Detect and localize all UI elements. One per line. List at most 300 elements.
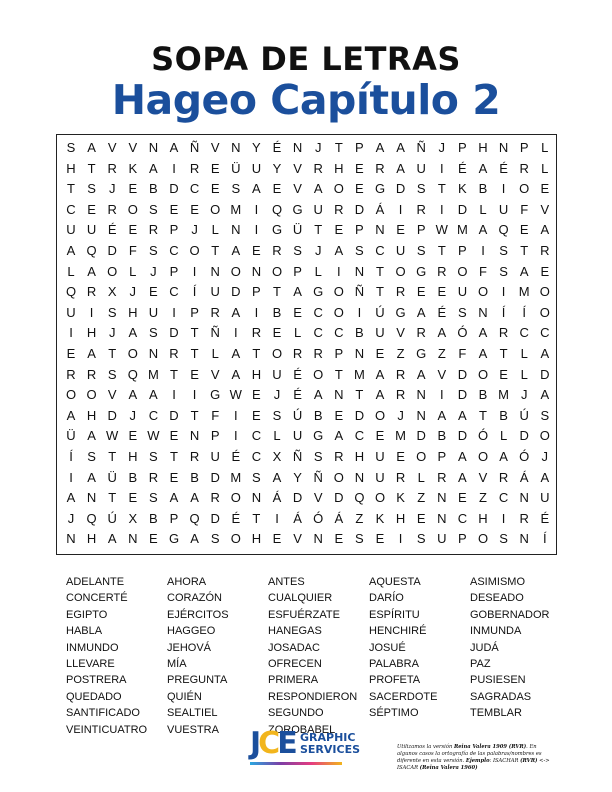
grid-cell: Y (252, 140, 261, 155)
grid-cell: R (540, 243, 550, 258)
word-item: EGIPTO (66, 608, 108, 621)
grid-cell: W (435, 222, 448, 238)
grid-cell: I (501, 181, 506, 197)
grid-cell: D (107, 407, 117, 423)
grid-cell: Í (542, 531, 547, 547)
word-item: HAGGEO (167, 625, 216, 638)
grid-cell: J (191, 222, 198, 238)
grid-cell: H (334, 160, 344, 176)
grid-cell: S (272, 407, 282, 423)
grid-cell: S (540, 407, 550, 423)
grid-cell: S (149, 490, 158, 506)
grid-cell: U (375, 325, 385, 341)
grid-cell: V (437, 366, 447, 382)
grid-cell: G (395, 304, 406, 320)
grid-cell: B (499, 407, 508, 423)
word-item: PRIMERA (268, 674, 319, 687)
grid-cell: A (149, 160, 158, 176)
grid-cell: E (210, 181, 220, 197)
grid-cell: I (275, 510, 279, 526)
grid-cell: A (169, 490, 179, 506)
word-item: JUDÁ (470, 641, 499, 654)
grid-cell: N (519, 531, 529, 547)
grid-cell: J (150, 263, 157, 279)
grid-cell: E (128, 181, 138, 197)
grid-cell: V (107, 387, 117, 403)
grid-cell: A (478, 346, 488, 361)
grid-cell: O (230, 263, 241, 279)
letter-grid (56, 134, 557, 555)
word-item: AHORA (167, 576, 207, 588)
grid-cell: R (395, 284, 406, 300)
grid-cell: C (313, 325, 323, 341)
grid-cell: O (210, 201, 221, 217)
grid-cell: M (518, 284, 530, 300)
grid-cell: É (540, 510, 550, 526)
grid-cell: D (457, 387, 468, 403)
grid-cell: J (314, 140, 322, 155)
grid-cell: T (499, 346, 508, 361)
grid-cell: A (375, 387, 385, 403)
grid-cell: Z (437, 346, 446, 361)
grid-cell: L (541, 160, 549, 176)
grid-cell: E (169, 428, 179, 444)
grid-cell: R (189, 449, 200, 464)
grid-cell: R (437, 469, 447, 485)
grid-cell: A (231, 366, 241, 382)
grid-cell: N (375, 222, 385, 238)
grid-cell: N (437, 510, 447, 526)
grid-cell: P (355, 222, 364, 238)
grid-cell: U (375, 449, 385, 464)
grid-cell: J (108, 325, 116, 341)
grid-cell: A (272, 469, 282, 485)
grid-cell: N (148, 140, 159, 155)
grid-cell: A (66, 407, 76, 423)
grid-cell: A (416, 304, 426, 320)
note-version-rvr: Reina Valera 1909 (RVR) (453, 744, 527, 750)
grid-cell: B (190, 469, 199, 485)
grid-cell: P (252, 284, 261, 300)
grid-cell: Í (522, 304, 526, 320)
grid-cell: W (147, 428, 160, 444)
word-item: QUEDADO (66, 690, 122, 703)
grid-cell: V (293, 531, 302, 547)
grid-cell: E (66, 346, 76, 361)
grid-cell: N (354, 469, 365, 485)
grid-cell: M (230, 469, 242, 485)
grid-cell: T (190, 325, 199, 341)
grid-cell: A (87, 263, 96, 279)
grid-cell: R (272, 243, 282, 258)
grid-row (57, 282, 558, 302)
grid-cell: I (172, 304, 176, 320)
grid-cell: M (456, 222, 468, 238)
grid-cell: A (416, 366, 426, 382)
word-item: JEHOVÁ (167, 641, 212, 654)
grid-cell: N (292, 140, 303, 155)
grid-cell: A (87, 469, 96, 485)
grid-cell: Í (501, 304, 506, 320)
grid-cell: L (520, 366, 528, 382)
grid-cell: D (354, 201, 365, 217)
grid-cell: O (333, 181, 344, 197)
grid-cell: Q (127, 366, 138, 382)
grid-cell: T (108, 490, 117, 506)
grid-cell: D (395, 181, 406, 197)
grid-cell: O (127, 201, 138, 217)
grid-cell: A (478, 160, 488, 176)
grid-cell: U (395, 243, 406, 258)
grid-cell: L (211, 222, 219, 238)
grid-cell: N (231, 140, 241, 155)
grid-cell: A (478, 222, 488, 238)
grid-cell: E (252, 243, 261, 258)
grid-cell: A (437, 325, 447, 341)
grid-cell: K (396, 490, 405, 506)
grid-cell: A (231, 346, 241, 361)
word-item: SEALTIEL (167, 707, 218, 720)
grid-cell: S (458, 304, 467, 320)
grid-cell: D (457, 366, 468, 382)
grid-cell: I (69, 325, 73, 341)
grid-cell: P (437, 449, 447, 464)
note-text-1: Utilizamos la versión (397, 744, 454, 750)
logo-line-services: SERVICES (300, 743, 361, 756)
grid-cell: R (416, 201, 426, 217)
grid-cell: K (128, 160, 138, 176)
grid-cell: N (437, 490, 447, 506)
grid-cell: A (437, 407, 447, 423)
word-item: JOSUÉ (369, 641, 406, 654)
grid-cell: N (231, 222, 241, 238)
grid-cell: O (395, 263, 406, 279)
grid-cell: E (334, 222, 344, 238)
grid-cell: T (252, 510, 261, 526)
grid-cell: O (374, 407, 386, 423)
grid-cell: R (334, 449, 344, 464)
grid-cell: Ú (107, 510, 117, 526)
grid-cell: P (293, 263, 302, 279)
grid-cell: N (519, 490, 529, 506)
grid-cell: I (439, 387, 444, 403)
grid-cell: D (107, 243, 117, 258)
grid-cell: X (107, 284, 117, 300)
grid-cell: T (252, 346, 261, 361)
grid-cell: C (66, 201, 76, 217)
grid-cell: R (437, 263, 447, 279)
grid-cell: S (66, 140, 76, 155)
grid-cell: V (540, 201, 550, 217)
grid-cell: D (457, 201, 468, 217)
grid-cell: J (67, 510, 75, 526)
note-reina-valera-1960: (Reina Valera 1960) (419, 765, 478, 771)
grid-cell: M (230, 201, 242, 217)
grid-cell: O (127, 346, 138, 361)
grid-cell: E (128, 490, 138, 506)
word-item: QUIÉN (167, 690, 202, 703)
grid-cell: S (416, 531, 426, 547)
grid-row (57, 323, 558, 343)
grid-cell: A (87, 346, 96, 361)
grid-cell: A (458, 449, 467, 464)
grid-cell: E (540, 263, 550, 279)
grid-cell: M (353, 366, 365, 382)
grid-cell: R (148, 222, 159, 238)
grid-cell: Ñ (313, 469, 323, 485)
grid-cell: H (86, 531, 97, 547)
grid-cell: S (416, 243, 426, 258)
grid-cell: R (313, 160, 323, 176)
grid-cell: I (172, 160, 176, 176)
grid-cell: A (313, 181, 323, 197)
logo-letter-c: C (258, 726, 278, 761)
grid-cell: O (477, 366, 489, 382)
grid-cell: Ñ (292, 449, 303, 464)
grid-cell: I (192, 263, 197, 279)
grid-cell: I (254, 304, 259, 320)
grid-cell: I (439, 160, 444, 176)
word-item: PUSIESEN (470, 674, 526, 687)
grid-cell: O (539, 304, 550, 320)
grid-cell: D (334, 490, 344, 506)
note-rvr: (RVR) (520, 758, 538, 764)
word-item: RESPONDIERON (268, 690, 358, 703)
grid-cell: R (395, 387, 406, 403)
grid-cell: E (252, 407, 261, 423)
word-item: ESPÍRITU (369, 608, 420, 621)
word-item: CONCERTÉ (66, 592, 128, 605)
grid-cell: T (376, 284, 384, 300)
grid-cell: G (313, 284, 324, 300)
grid-cell: K (458, 181, 467, 197)
word-item: VEINTICUATRO (66, 723, 148, 736)
grid-cell: T (273, 284, 281, 300)
grid-cell: D (169, 181, 179, 197)
grid-cell: N (148, 346, 159, 361)
grid-cell: Ñ (189, 140, 200, 155)
grid-cell: E (272, 325, 282, 341)
grid-cell: A (458, 407, 467, 423)
grid-cell: O (477, 531, 489, 547)
grid-cell: E (149, 531, 158, 547)
word-item: CORAZÓN (167, 592, 222, 605)
grid-cell: O (333, 304, 344, 320)
grid-cell: S (499, 243, 508, 258)
grid-cell: A (458, 469, 467, 485)
grid-cell: C (498, 490, 509, 506)
grid-cell: E (293, 304, 302, 320)
grid-cell: L (314, 263, 322, 279)
word-item: GOBERNADOR (470, 608, 550, 621)
grid-cell: Ó (457, 325, 468, 341)
grid-cell: T (87, 160, 96, 176)
grid-cell: F (458, 346, 467, 361)
grid-cell: S (87, 449, 96, 464)
grid-cell: Á (334, 510, 344, 526)
grid-cell: T (437, 243, 446, 258)
grid-cell: Z (355, 510, 364, 526)
grid-cell: A (396, 160, 405, 176)
grid-cell: R (395, 366, 406, 382)
grid-cell: L (273, 428, 281, 444)
grid-cell: C (189, 181, 200, 197)
grid-cell: V (210, 366, 220, 382)
grid-cell: P (458, 140, 467, 155)
grid-cell: H (128, 304, 138, 320)
grid-cell: A (313, 387, 323, 403)
grid-cell: I (172, 387, 176, 403)
grid-cell: Ú (375, 304, 385, 320)
grid-cell: D (354, 407, 365, 423)
grid-cell: S (252, 469, 261, 485)
grid-cell: V (293, 160, 302, 176)
grid-cell: J (314, 243, 322, 258)
grid-cell: H (251, 531, 262, 547)
grid-cell: É (107, 222, 117, 238)
grid-cell: E (355, 160, 364, 176)
grid-cell: U (540, 490, 550, 506)
grid-cell: E (396, 222, 405, 238)
grid-cell: H (478, 510, 488, 526)
grid-cell: I (336, 263, 341, 279)
grid-cell: P (210, 428, 220, 444)
grid-cell: A (231, 304, 241, 320)
word-item: SEGUNDO (268, 707, 324, 720)
grid-cell: J (129, 407, 137, 423)
grid-cell: I (233, 325, 238, 341)
grid-cell: S (355, 243, 364, 258)
logo-color-band (250, 762, 342, 765)
grid-cell: E (334, 407, 344, 423)
word-item: ZOROBABEL (268, 723, 336, 736)
grid-cell: N (354, 346, 365, 361)
grid-cell: I (69, 469, 73, 485)
grid-cell: H (66, 160, 76, 176)
grid-cell: G (416, 263, 427, 279)
grid-cell: O (313, 366, 324, 382)
grid-cell: P (190, 304, 199, 320)
grid-row (57, 159, 558, 179)
grid-row (57, 138, 558, 158)
grid-cell: G (210, 387, 221, 403)
logo-letter-j: J (250, 726, 259, 761)
grid-cell: S (149, 325, 158, 341)
grid-row (57, 200, 558, 220)
grid-cell: E (458, 490, 467, 506)
word-item: SANTIFICADO (66, 707, 140, 720)
grid-cell: K (375, 510, 385, 526)
grid-row (57, 529, 558, 549)
grid-cell: B (478, 387, 488, 403)
grid-cell: P (458, 531, 467, 547)
grid-cell: B (437, 428, 447, 444)
note-text-4: <-> ISACAR (397, 758, 550, 771)
grid-cell: S (149, 201, 158, 217)
grid-cell: F (128, 243, 137, 258)
grid-cell: R (210, 490, 220, 506)
grid-cell: J (129, 284, 137, 300)
page-subtitle: Hageo Capítulo 2 (111, 76, 501, 124)
grid-cell: T (170, 366, 178, 382)
word-item: PALABRA (369, 657, 419, 670)
grid-cell: P (334, 346, 344, 361)
grid-cell: S (87, 181, 96, 197)
word-item: AQUESTA (369, 576, 421, 588)
grid-cell: O (333, 469, 344, 485)
grid-cell: Ó (313, 510, 324, 526)
grid-cell: S (416, 181, 426, 197)
grid-cell: H (86, 407, 97, 423)
word-item: SACERDOTE (369, 690, 438, 703)
grid-cell: A (519, 263, 529, 279)
grid-cell: D (457, 428, 468, 444)
grid-cell: E (437, 284, 447, 300)
grid-cell: E (272, 181, 282, 197)
grid-cell: R (107, 201, 117, 217)
grid-cell: N (189, 428, 200, 444)
grid-cell: A (540, 469, 550, 485)
grid-cell: O (457, 263, 468, 279)
grid-cell: V (478, 469, 488, 485)
grid-cell: Q (498, 222, 509, 238)
grid-cell: E (210, 160, 220, 176)
grid-cell: F (479, 263, 487, 279)
grid-cell: R (292, 346, 303, 361)
grid-cell: É (293, 366, 302, 382)
grid-cell: B (272, 304, 282, 320)
grid-cell: T (334, 366, 343, 382)
grid-cell: É (293, 387, 302, 403)
grid-cell: E (499, 366, 508, 382)
grid-cell: A (87, 140, 96, 155)
grid-cell: J (541, 449, 549, 464)
grid-cell: B (149, 510, 158, 526)
grid-cell: I (233, 428, 238, 444)
grid-cell: S (293, 243, 302, 258)
logo-letter-e: E (277, 726, 295, 761)
grid-cell: U (375, 469, 385, 485)
grid-cell: O (107, 263, 118, 279)
note-text-2: . En algunos casos la ortografía de las palabras/nombres es diferente en esta versión. (397, 744, 542, 764)
grid-cell: I (439, 201, 444, 217)
grid-row (57, 179, 558, 199)
word-column (268, 574, 378, 738)
grid-cell: P (458, 243, 467, 258)
grid-cell: C (148, 407, 159, 423)
grid-cell: H (478, 140, 488, 155)
grid-cell: O (539, 428, 550, 444)
logo-line-graphic: GRAPHIC (300, 731, 356, 744)
grid-cell: U (210, 284, 220, 300)
grid-cell: A (252, 181, 261, 197)
grid-cell: T (108, 449, 117, 464)
grid-cell: L (67, 263, 75, 279)
grid-cell: S (107, 304, 117, 320)
grid-row (57, 447, 558, 467)
word-item: SAGRADAS (470, 690, 532, 703)
word-column (470, 574, 580, 722)
grid-cell: J (273, 387, 281, 403)
grid-cell: E (272, 531, 282, 547)
grid-cell: U (251, 160, 262, 176)
grid-cell: V (396, 325, 405, 341)
grid-cell: R (498, 469, 509, 485)
grid-row (57, 220, 558, 240)
grid-cell: R (210, 304, 220, 320)
grid-cell: G (271, 222, 283, 238)
grid-cell: N (354, 263, 365, 279)
